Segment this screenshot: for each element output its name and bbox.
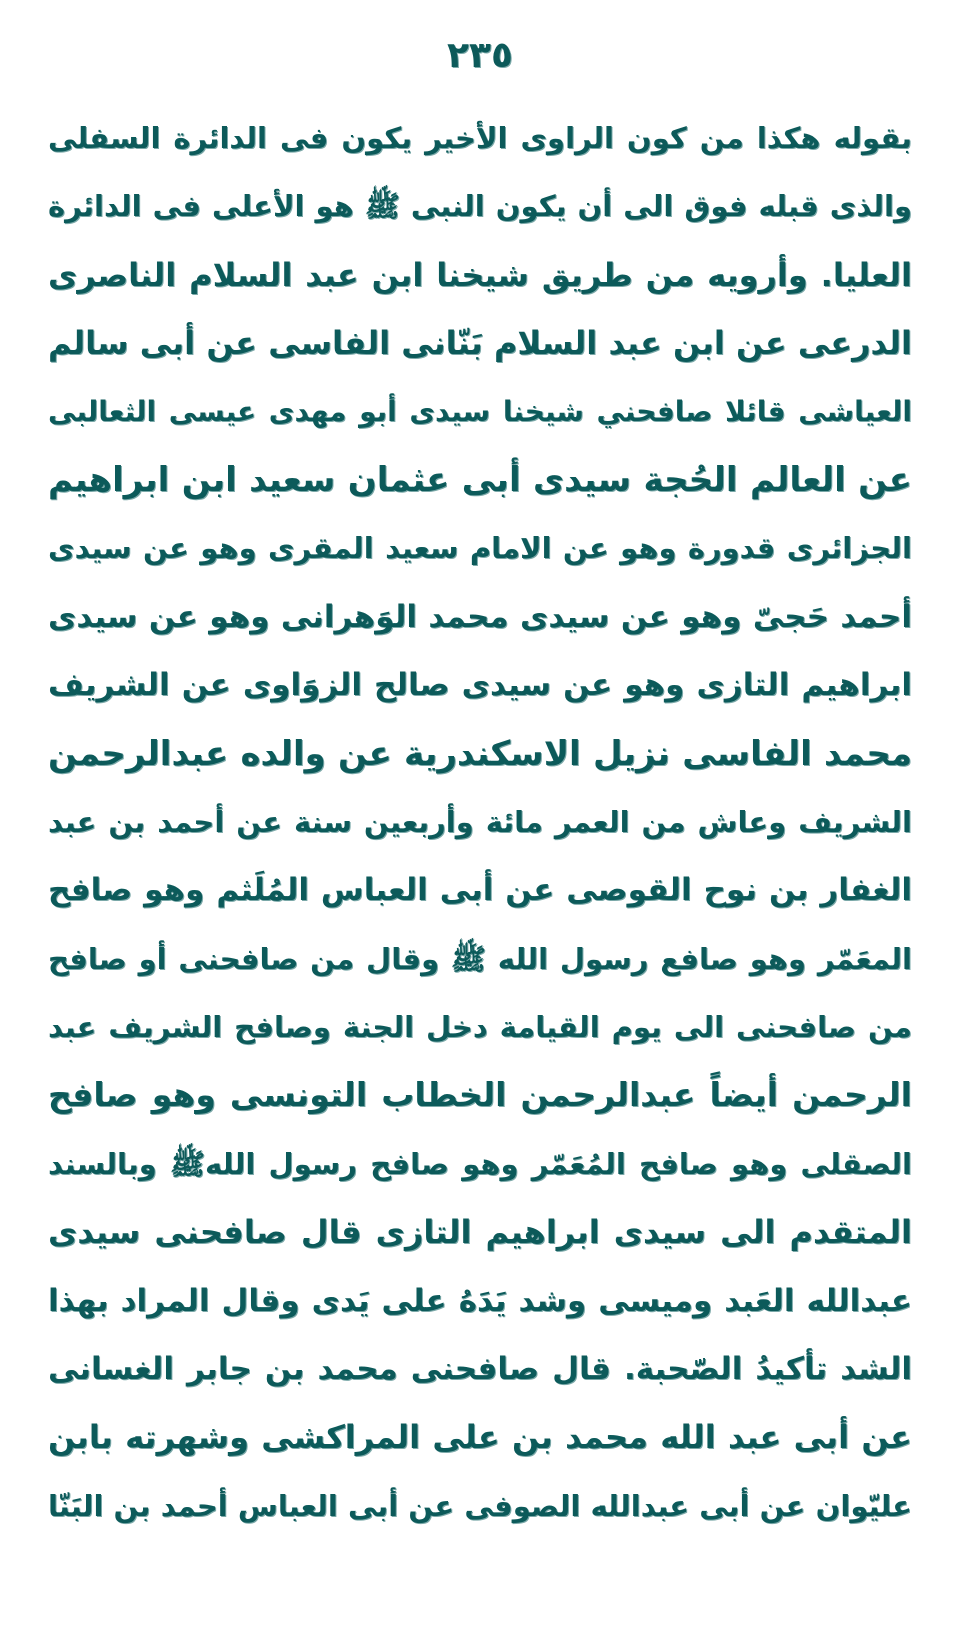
text-line: المعَمّر وهو صافع رسول الله ﷺ وقال من صافحنى أو صافح [48, 941, 912, 976]
text-line: الدرعى عن ابن عبد السلام بَنّانى الفاسى عن أبى سالم [48, 324, 912, 363]
text-line: عن العالم الحُجة سيدى أبى عثمان سعيد ابن ابراهيم [48, 459, 912, 500]
text-line: الشد تأكيدُ الصّحبة. قال صافحنى محمد بن جابر الغسانى [48, 1351, 912, 1388]
body-text [48, 104, 912, 1540]
text-line: بقوله هكذا من كون الراوى الأخير يكون فى الدائرة السفلى [48, 121, 912, 155]
text-line: المتقدم الى سيدى ابراهيم التازى قال صافحنى سيدى [48, 1213, 912, 1252]
text-line: عن أبى عبد الله محمد بن على المراكشى وشهرته بابن [48, 1418, 912, 1457]
text-line: محمد الفاسى نزيل الاسكندرية عن والده عبدالرحمن [48, 733, 912, 774]
text-line: والذى قبله فوق الى أن يكون النبى ﷺ هو الأعلى فى الدائرة [48, 189, 912, 224]
page-number: ٢٣٥ [447, 35, 513, 76]
text-line: عليّوان عن أبى عبدالله الصوفى عن أبى العباس أحمد بن البَنّا [48, 1488, 912, 1523]
text-line: الجزائرى قدورة وهو عن الامام سعيد المقرى وهو عن سيدى [48, 531, 912, 566]
text-line: الشريف وعاش من العمر مائة وأربعين سنة عن أحمد بن عبد [48, 804, 912, 839]
text-line: الرحمن أيضاً عبدالرحمن الخطاب التونسى وهو صافح [48, 1075, 912, 1115]
text-line: ابراهيم التازى وهو عن سيدى صالح الزوَاوى عن الشريف [48, 667, 912, 704]
text-line: العليا. وأرويه من طريق شيخنا ابن عبد السلام الناصرى [48, 255, 912, 294]
text-line: العياشى قائلا صافحني شيخنا سيدى أبو مهدى عيسى الثعالبى [48, 394, 912, 428]
text-line: الغفار بن نوح القوصى عن أبى العباس المُلَثم وهو صافح [48, 872, 912, 909]
text-line: عبدالله العَبد وميسى وشد يَدَهُ على يَدى وقال المراد بهذا [48, 1282, 912, 1319]
text-line: الصقلى وهو صافح المُعَمّر وهو صافح رسول اللهﷺ وبالسند [48, 1146, 912, 1181]
text-line: من صافحنى الى يوم القيامة دخل الجنة وصافح الشريف عبد [48, 1010, 912, 1045]
text-line: أحمد حَجىّ وهو عن سيدى محمد الوَهرانى وهو عن سيدى [48, 598, 912, 635]
